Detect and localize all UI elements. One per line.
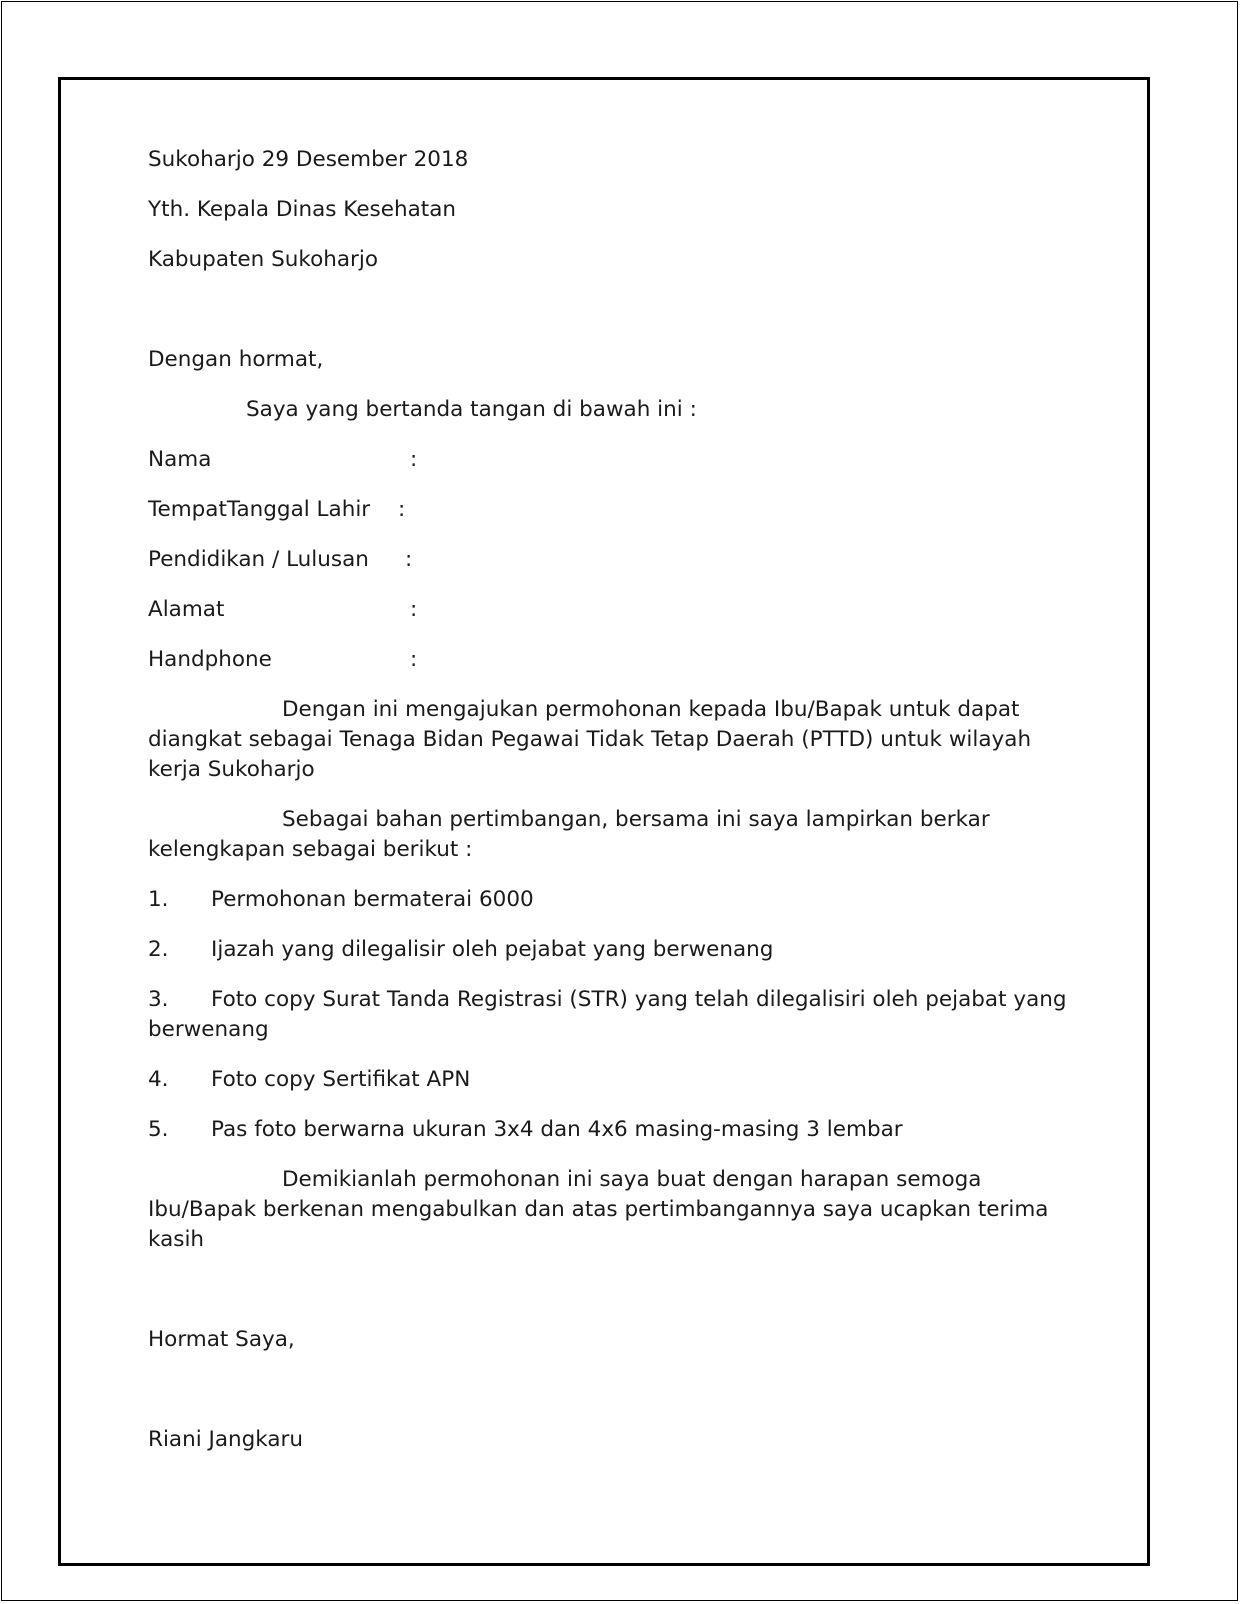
intro-text: Saya yang bertanda tangan di bawah ini :: [246, 397, 697, 422]
list-item: [148, 985, 1088, 1045]
list-item-text: Permohonan bermaterai 6000: [211, 887, 534, 912]
field-row-tempat-tanggal-lahir: [148, 495, 448, 525]
list-item-text: Ijazah yang dilegalisir oleh pejabat yang berwenang: [211, 937, 774, 962]
list-item-number: 1.: [148, 887, 169, 912]
field-label: Alamat: [148, 597, 225, 622]
field-label: Pendidikan / Lulusan: [148, 547, 369, 572]
list-item-text: Pas foto berwarna ukuran 3x4 dan 4x6 masing-masing 3 lembar: [211, 1117, 903, 1142]
recipient-line-2: Kabupaten Sukoharjo: [148, 247, 378, 272]
field-row-alamat: [148, 595, 448, 625]
list-item-number: 2.: [148, 937, 169, 962]
paragraph-closing: [148, 1165, 1088, 1255]
field-colon: :: [410, 447, 418, 472]
list-item: [148, 885, 534, 915]
list-item-number: 3.: [148, 987, 169, 1012]
field-row-handphone: [148, 645, 448, 675]
field-colon: :: [398, 497, 406, 522]
signer-name: Riani Jangkaru: [148, 1427, 304, 1452]
list-item: [148, 1065, 470, 1095]
paragraph-attachments-text: Sebagai bahan pertimbangan, bersama ini saya lampirkan berkar kelengkapan sebagai berikut :: [148, 807, 990, 862]
field-label: Handphone: [148, 647, 272, 672]
field-colon: :: [410, 597, 418, 622]
field-colon: :: [405, 547, 413, 572]
closing-salutation: Hormat Saya,: [148, 1327, 295, 1352]
field-row-nama: [148, 445, 448, 475]
list-item-text: Foto copy Surat Tanda Registrasi (STR) yang telah dilegalisiri oleh pejabat yang berwenang: [148, 987, 1067, 1042]
field-label: Nama: [148, 447, 212, 472]
letter-date: Sukoharjo 29 Desember 2018: [148, 147, 469, 172]
field-colon: :: [410, 647, 418, 672]
list-item: [148, 935, 773, 965]
list-item-number: 5.: [148, 1117, 169, 1142]
field-row-pendidikan: [148, 545, 448, 575]
salutation: Dengan hormat,: [148, 347, 324, 372]
paragraph-attachments-intro: [148, 805, 1088, 865]
field-label: TempatTanggal Lahir: [148, 497, 371, 522]
list-item-number: 4.: [148, 1067, 169, 1092]
list-item-text: Foto copy Sertifikat APN: [211, 1067, 471, 1092]
paragraph-closing-text: Demikianlah permohonan ini saya buat dengan harapan semoga Ibu/Bapak berkenan mengabulkan dan atas pertimbangannya saya ucapkan terima kasih: [148, 1167, 1049, 1252]
recipient-line-1: Yth. Kepala Dinas Kesehatan: [148, 197, 457, 222]
paragraph-request: [148, 695, 1088, 785]
list-item: [148, 1115, 903, 1145]
paragraph-request-text: Dengan ini mengajukan permohonan kepada Ibu/Bapak untuk dapat diangkat sebagai Tenaga Bidan Pegawai Tidak Tetap Daerah (PTTD) untuk wilayah kerja Sukoharjo: [148, 697, 1032, 782]
